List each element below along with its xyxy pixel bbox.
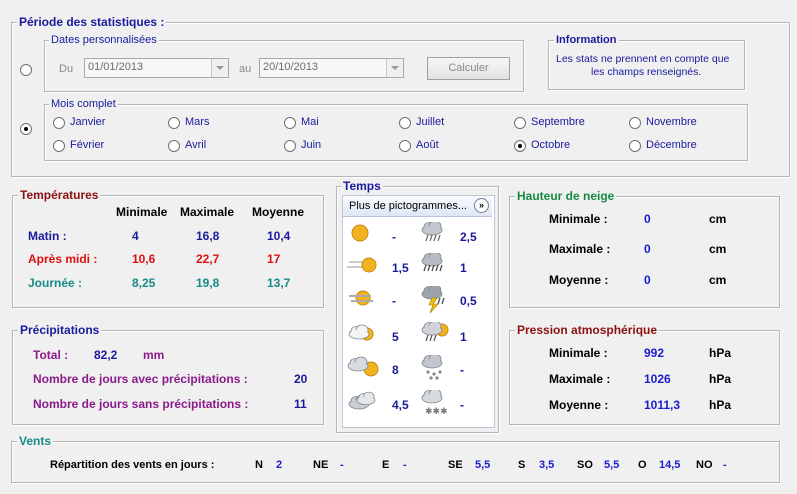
vent-dir-value: 3,5 bbox=[539, 459, 555, 471]
vent-dir-label: N bbox=[255, 459, 263, 471]
vent-dir-value: 14,5 bbox=[659, 459, 681, 471]
vent-dir-label: O bbox=[638, 459, 647, 471]
neige-unit: cm bbox=[709, 242, 727, 256]
temps-left-value: 8 bbox=[392, 363, 399, 377]
radio-month-novembre[interactable] bbox=[629, 117, 641, 129]
vent-dir-value: 2 bbox=[276, 459, 283, 471]
vent-dir-value: - bbox=[403, 459, 407, 471]
temps-right-value: 1 bbox=[460, 330, 467, 344]
temp-row-apresmidi-label: Après midi : bbox=[28, 252, 98, 266]
temps-right-value: 2,5 bbox=[460, 230, 477, 244]
month-label-octobre[interactable]: Octobre bbox=[531, 139, 571, 151]
du-dropdown-arrow-icon[interactable] bbox=[211, 59, 228, 77]
periode-title: Période des statistiques : bbox=[19, 15, 165, 29]
neige-value: 0 bbox=[644, 212, 651, 226]
radio-month-octobre[interactable] bbox=[514, 140, 526, 152]
neige-unit: cm bbox=[709, 212, 727, 226]
temp-row-apresmidi-min: 10,6 bbox=[132, 252, 156, 266]
au-label: au bbox=[239, 63, 252, 75]
svg-text:✱✱✱: ✱✱✱ bbox=[425, 407, 448, 417]
pression-value: 1026 bbox=[644, 372, 671, 386]
temp-row-apresmidi-moy: 17 bbox=[267, 252, 281, 266]
pression-value: 992 bbox=[644, 346, 665, 360]
pression-unit: hPa bbox=[709, 398, 732, 412]
temps-left-value: - bbox=[392, 294, 396, 308]
temps-left-value: - bbox=[392, 230, 396, 244]
precip-total-value: 82,2 bbox=[94, 348, 118, 362]
precip-avec-value: 20 bbox=[294, 372, 308, 386]
information-text-2: les champs renseignés. bbox=[591, 66, 702, 78]
neige-title: Hauteur de neige bbox=[517, 189, 615, 203]
month-label-juillet[interactable]: Juillet bbox=[416, 116, 445, 128]
month-label-aout[interactable]: Août bbox=[416, 139, 439, 151]
temps-right-value: - bbox=[460, 398, 464, 412]
radio-month-septembre[interactable] bbox=[514, 117, 526, 129]
radio-month-decembre[interactable] bbox=[629, 140, 641, 152]
temp-row-matin-min: 4 bbox=[132, 229, 139, 243]
month-label-novembre[interactable]: Novembre bbox=[646, 116, 697, 128]
vent-dir-label: NO bbox=[696, 459, 713, 471]
vent-dir-label: S bbox=[518, 459, 526, 471]
temp-row-matin-max: 16,8 bbox=[196, 229, 220, 243]
temps-title: Temps bbox=[343, 179, 381, 193]
pression-label: Moyenne : bbox=[549, 398, 609, 412]
au-dropdown-arrow-icon[interactable] bbox=[386, 59, 403, 77]
vent-dir-label: SO bbox=[577, 459, 593, 471]
au-combobox[interactable] bbox=[259, 58, 404, 78]
temps-left-value: 1,5 bbox=[392, 261, 409, 275]
pression-label: Minimale : bbox=[549, 346, 608, 360]
du-combobox[interactable] bbox=[84, 58, 229, 78]
du-label: Du bbox=[59, 63, 74, 75]
vents-title: Vents bbox=[19, 434, 52, 448]
temps-right-value: 1 bbox=[460, 261, 467, 275]
pression-unit: hPa bbox=[709, 372, 732, 386]
temperatures-title: Températures bbox=[20, 188, 99, 202]
hail-icon bbox=[420, 355, 456, 383]
radio-month-juillet[interactable] bbox=[399, 117, 411, 129]
vent-dir-value: 5,5 bbox=[475, 459, 491, 471]
temp-row-journee-label: Journée : bbox=[28, 276, 83, 290]
precip-sans-label: Nombre de jours sans précipitations : bbox=[33, 397, 249, 411]
au-value: 20/10/2013 bbox=[263, 61, 319, 73]
vent-dir-value: - bbox=[340, 459, 344, 471]
temp-row-apresmidi-max: 22,7 bbox=[196, 252, 220, 266]
temp-row-journee-moy: 13,7 bbox=[267, 276, 291, 290]
temp-header-min: Minimale bbox=[116, 205, 168, 219]
neige-label: Minimale : bbox=[549, 212, 608, 226]
neige-unit: cm bbox=[709, 273, 727, 287]
temp-row-matin-moy: 10,4 bbox=[267, 229, 291, 243]
sun-icon bbox=[347, 222, 383, 250]
precip-total-label: Total : bbox=[33, 348, 69, 362]
vent-dir-label: E bbox=[382, 459, 390, 471]
temp-row-journee-max: 19,8 bbox=[196, 276, 220, 290]
pression-title: Pression atmosphérique bbox=[517, 323, 658, 337]
radio-month-mai[interactable] bbox=[284, 117, 296, 129]
temps-left-value: 4,5 bbox=[392, 398, 409, 412]
mois-group-title: Mois complet bbox=[51, 98, 116, 110]
radio-month-fevrier[interactable] bbox=[53, 140, 65, 152]
dates-group-title: Dates personnalisées bbox=[51, 34, 157, 46]
month-label-decembre[interactable]: Décembre bbox=[646, 139, 697, 151]
partly-cloudy-icon bbox=[347, 322, 383, 350]
neige-value: 0 bbox=[644, 273, 651, 287]
calculer-button[interactable]: Calculer bbox=[427, 57, 510, 80]
thunderstorm-icon bbox=[420, 286, 456, 314]
temps-right-value: - bbox=[460, 363, 464, 377]
du-value: 01/01/2013 bbox=[88, 61, 144, 73]
temp-row-matin-label: Matin : bbox=[28, 229, 67, 243]
temps-right-value: 0,5 bbox=[460, 294, 477, 308]
radio-dates-personnalisees[interactable] bbox=[20, 64, 32, 76]
overcast-icon bbox=[347, 390, 383, 418]
month-label-janvier[interactable]: Janvier bbox=[70, 116, 106, 128]
pictogrammes-dropdown-label: Plus de pictogrammes... bbox=[349, 200, 467, 212]
sun-shower-icon bbox=[420, 322, 456, 350]
haze-sun-icon bbox=[347, 286, 383, 314]
pression-unit: hPa bbox=[709, 346, 732, 360]
month-label-avril[interactable]: Avril bbox=[185, 139, 207, 151]
vent-dir-value: 5,5 bbox=[604, 459, 620, 471]
neige-value: 0 bbox=[644, 242, 651, 256]
month-label-mars[interactable]: Mars bbox=[185, 116, 210, 128]
temp-row-journee-min: 8,25 bbox=[132, 276, 156, 290]
precip-sans-value: 11 bbox=[294, 397, 307, 411]
vents-label: Répartition des vents en jours : bbox=[50, 459, 215, 471]
vent-dir-value: - bbox=[723, 459, 727, 471]
precip-avec-label: Nombre de jours avec précipitations : bbox=[33, 372, 248, 386]
mois-group bbox=[44, 104, 748, 161]
neige-label: Maximale : bbox=[549, 242, 611, 256]
month-label-fevrier[interactable]: Février bbox=[70, 139, 105, 151]
month-label-mai[interactable]: Mai bbox=[301, 116, 319, 128]
rain-cloud-icon bbox=[420, 222, 456, 250]
radio-mois-complet[interactable] bbox=[20, 123, 32, 135]
fog-sun-icon bbox=[347, 253, 383, 281]
heavy-rain-icon bbox=[420, 253, 456, 281]
pictogrammes-dropdown[interactable] bbox=[343, 196, 492, 217]
precipitations-title: Précipitations bbox=[20, 323, 100, 337]
neige-label: Moyenne : bbox=[549, 273, 609, 287]
precip-total-unit: mm bbox=[143, 348, 165, 362]
snow-icon bbox=[420, 390, 456, 418]
temps-left-value: 5 bbox=[392, 330, 399, 344]
vent-dir-label: NE bbox=[313, 459, 329, 471]
temp-header-moy: Moyenne bbox=[252, 205, 305, 219]
radio-month-avril[interactable] bbox=[168, 140, 180, 152]
month-label-septembre[interactable]: Septembre bbox=[531, 116, 585, 128]
vent-dir-label: SE bbox=[448, 459, 463, 471]
information-text-1: Les stats ne prennent en compte que bbox=[556, 53, 730, 65]
radio-month-janvier[interactable] bbox=[53, 117, 65, 129]
radio-month-mars[interactable] bbox=[168, 117, 180, 129]
month-label-juin[interactable]: Juin bbox=[301, 139, 322, 151]
radio-month-juin[interactable] bbox=[284, 140, 296, 152]
chevron-down-icon[interactable]: » bbox=[474, 198, 489, 213]
pression-label: Maximale : bbox=[549, 372, 611, 386]
mostly-cloudy-icon bbox=[347, 355, 383, 383]
information-title: Information bbox=[556, 34, 617, 46]
temp-header-max: Maximale bbox=[180, 205, 235, 219]
radio-month-aout[interactable] bbox=[399, 140, 411, 152]
pression-value: 1011,3 bbox=[644, 398, 681, 412]
information-frame bbox=[548, 40, 745, 90]
